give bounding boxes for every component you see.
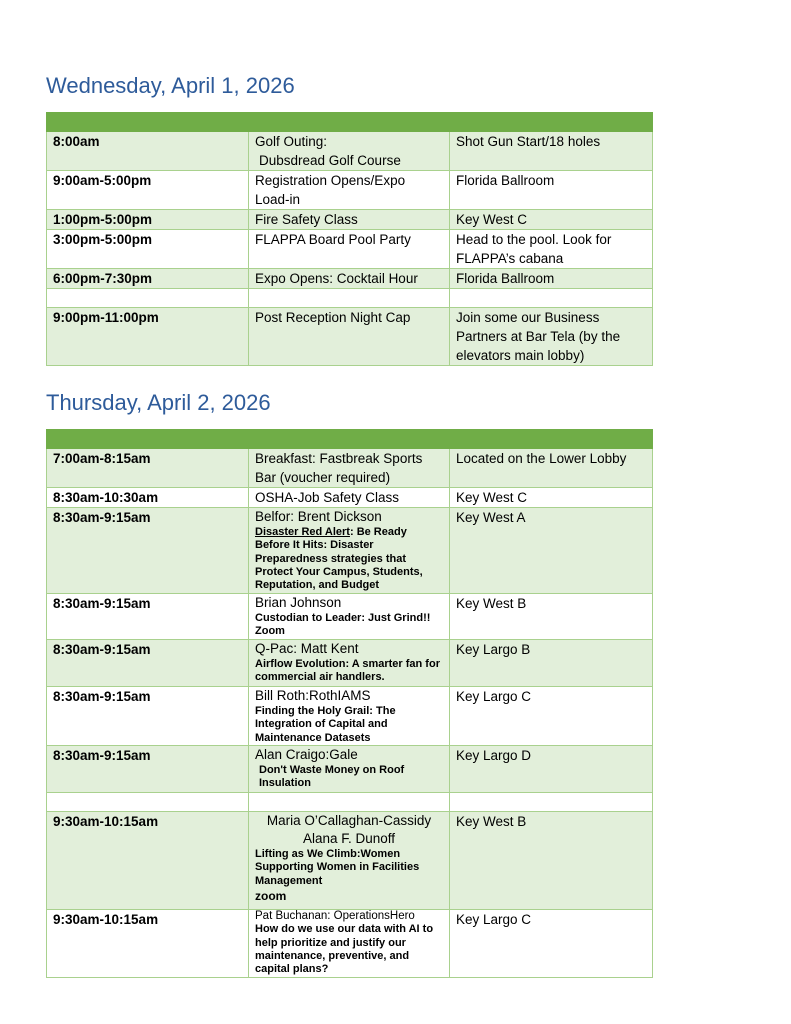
- event-cell: OSHA-Job Safety Class: [249, 488, 450, 508]
- table-row: [47, 640, 653, 687]
- session-topic: Don't Waste Money on Roof Insulation: [259, 764, 405, 790]
- session-topic: How do we use our data with AI to help prioritize and justify our maintenance, preventive, and capital plans?: [255, 923, 434, 976]
- event-cell: Post Reception Night Cap: [249, 308, 450, 366]
- event-cell: [249, 594, 450, 640]
- session-topic: Finding the Holy Grail: The Integration of Capital and Maintenance Datasets: [255, 705, 396, 744]
- table-row: [47, 488, 653, 508]
- table-header-bar: [47, 430, 653, 449]
- time-cell: 7:00am-8:15am: [47, 449, 249, 488]
- topic-underlined: Disaster Red Alert: [255, 526, 350, 538]
- table-row: [47, 230, 653, 269]
- location-cell: Head to the pool. Look for FLAPPA’s cabana: [450, 230, 653, 269]
- location-cell: Key West C: [450, 210, 653, 230]
- presenter-name: Alana F. Dunoff: [302, 831, 396, 846]
- table-row: [47, 308, 653, 366]
- time-cell: 9:30am-10:15am: [47, 812, 249, 910]
- event-cell: Breakfast: Fastbreak Sports Bar (voucher required): [249, 449, 450, 488]
- location-cell: Key Largo B: [450, 640, 653, 687]
- event-cell: [249, 746, 450, 793]
- time-cell: 8:30am-10:30am: [47, 488, 249, 508]
- location-cell: Key West B: [450, 594, 653, 640]
- table-row: [47, 269, 653, 289]
- location-cell: Key West C: [450, 488, 653, 508]
- table-row: [47, 687, 653, 746]
- event-cell: Fire Safety Class: [249, 210, 450, 230]
- location-cell: Key Largo C: [450, 687, 653, 746]
- presenter-name: Q-Pac: Matt Kent: [255, 641, 359, 656]
- event-cell: [249, 508, 450, 594]
- time-cell: 3:00pm-5:00pm: [47, 230, 249, 269]
- session-note: Zoom: [255, 625, 285, 638]
- location-cell: Florida Ballroom: [450, 171, 653, 210]
- location-cell: Located on the Lower Lobby: [450, 449, 653, 488]
- blank-row: [47, 793, 653, 812]
- location-cell: Key Largo D: [450, 746, 653, 793]
- event-cell: [249, 132, 450, 171]
- table-row: [47, 508, 653, 594]
- location-cell: Join some our Business Partners at Bar Tela (by the elevators main lobby): [450, 308, 653, 366]
- location-cell: Shot Gun Start/18 holes: [450, 132, 653, 171]
- wednesday-schedule-table: [46, 112, 653, 366]
- thursday-schedule-table: [46, 429, 653, 978]
- session-topic: Airflow Evolution: A smarter fan for commercial air handlers.: [255, 658, 440, 684]
- table-row: [47, 210, 653, 230]
- event-cell: [249, 910, 450, 978]
- presenter-name: Pat Buchanan: OperationsHero: [255, 910, 415, 922]
- location-cell: Key West B: [450, 812, 653, 910]
- time-cell: 8:30am-9:15am: [47, 746, 249, 793]
- wednesday-heading: Wednesday, April 1, 2026: [46, 73, 295, 98]
- session-topic: Custodian to Leader: Just Grind!!: [255, 612, 431, 624]
- topic-rest: : Be Ready Before It Hits: Disaster Preparedness strategies that Protect Your Campus, Students, Reputation, and Budget: [255, 526, 423, 592]
- event-cell: [249, 812, 450, 910]
- time-cell: 8:30am-9:15am: [47, 508, 249, 594]
- presenter-name: Bill Roth:RothIAMS: [255, 688, 371, 703]
- location-cell: Florida Ballroom: [450, 269, 653, 289]
- blank-row: [47, 289, 653, 308]
- time-cell: 9:00pm-11:00pm: [47, 308, 249, 366]
- time-cell: 9:00am-5:00pm: [47, 171, 249, 210]
- event-cell: Expo Opens: Cocktail Hour: [249, 269, 450, 289]
- session-note: zoom: [255, 888, 287, 903]
- time-cell: 8:30am-9:15am: [47, 640, 249, 687]
- event-cell: [249, 640, 450, 687]
- table-row: [47, 812, 653, 910]
- time-cell: 8:00am: [47, 132, 249, 171]
- location-cell: Key West A: [450, 508, 653, 594]
- table-row: [47, 171, 653, 210]
- time-cell: 9:30am-10:15am: [47, 910, 249, 978]
- presenter-name: Maria O’Callaghan-Cassidy: [266, 813, 432, 828]
- time-cell: 1:00pm-5:00pm: [47, 210, 249, 230]
- presenter-name: Alan Craigo:Gale: [255, 747, 358, 762]
- table-row: [47, 594, 653, 640]
- location-cell: Key Largo C: [450, 910, 653, 978]
- event-line: Golf Outing:: [255, 134, 328, 149]
- event-cell: [249, 687, 450, 746]
- time-cell: 6:00pm-7:30pm: [47, 269, 249, 289]
- table-row: [47, 910, 653, 978]
- presenter-name: Belfor: Brent Dickson: [255, 509, 382, 524]
- event-cell: FLAPPA Board Pool Party: [249, 230, 450, 269]
- time-cell: 8:30am-9:15am: [47, 594, 249, 640]
- event-line: Dubsdread Golf Course: [259, 153, 401, 168]
- time-cell: 8:30am-9:15am: [47, 687, 249, 746]
- event-cell: Registration Opens/Expo Load-in: [249, 171, 450, 210]
- session-topic: [255, 526, 443, 592]
- table-row: [47, 746, 653, 793]
- table-row: [47, 449, 653, 488]
- table-header-bar: [47, 113, 653, 132]
- thursday-heading: Thursday, April 2, 2026: [46, 390, 271, 415]
- table-row: [47, 132, 653, 171]
- session-topic: Lifting as We Climb:Women Supporting Women in Facilities Management: [255, 848, 420, 887]
- presenter-name: Brian Johnson: [255, 595, 342, 610]
